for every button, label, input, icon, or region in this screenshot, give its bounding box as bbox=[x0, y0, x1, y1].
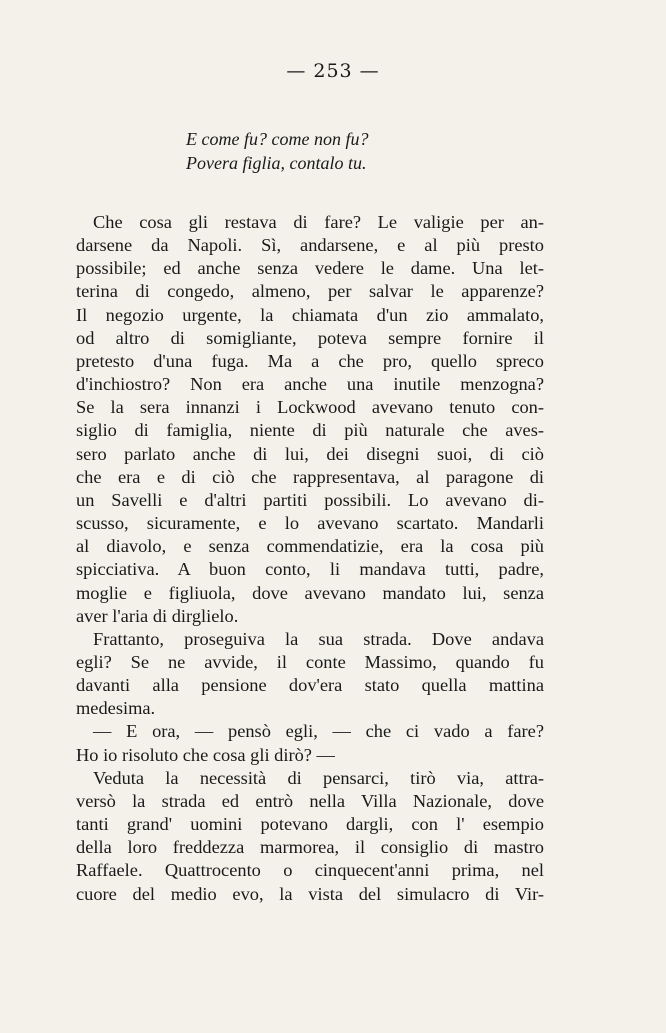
text-line: egli? Se ne avvide, il conte Massimo, quando fu bbox=[76, 651, 544, 672]
epigraph-line: E come fu? come non fu? bbox=[186, 129, 369, 149]
text-line: un Savelli e d'altri partiti possibili. Lo avevano di- bbox=[76, 489, 544, 510]
text-line: sero parlato anche di lui, dei disegni suoi, di ciò bbox=[76, 443, 544, 464]
body-text bbox=[76, 211, 544, 906]
text-line: versò la strada ed entrò nella Villa Nazionale, dove bbox=[76, 790, 544, 811]
text-line: Raffaele. Quattrocento o cinquecent'anni prima, nel bbox=[76, 860, 544, 881]
text-line: d'inchiostro? Non era anche una inutile menzogna? bbox=[76, 374, 544, 395]
text-line: od altro di somigliante, poteva sempre fornire il bbox=[76, 327, 544, 348]
text-line: che era e di ciò che rappresentava, al paragone di bbox=[76, 466, 544, 487]
text-line: siglio di famiglia, niente di più naturale che aves- bbox=[76, 420, 544, 441]
text-line: Se la sera innanzi i Lockwood avevano tenuto con- bbox=[76, 397, 544, 418]
text-line: Che cosa gli restava di fare? Le valigie per an- bbox=[93, 212, 544, 232]
text-line: Ho io risoluto che cosa gli dirò? — bbox=[76, 744, 335, 765]
text-line: Il negozio urgente, la chiamata d'un zio ammalato, bbox=[76, 304, 544, 325]
text-line: medesima. bbox=[76, 698, 156, 719]
page-number: — 253 — bbox=[286, 60, 380, 82]
text-line: scusso, sicuramente, e lo avevano scartato. Mandarli bbox=[76, 513, 544, 534]
text-line: al diavolo, e senza commendatizie, era la cosa più bbox=[76, 536, 544, 557]
text-line: — E ora, — pensò egli, — che ci vado a fare? bbox=[93, 721, 544, 742]
text-line: moglie e figliuola, dove avevano mandato lui, senza bbox=[76, 582, 544, 603]
text-line: davanti alla pensione dov'era stato quella mattina bbox=[76, 675, 544, 696]
text-line: spicciativa. A buon conto, li mandava tutti, padre, bbox=[76, 559, 544, 580]
text-line: tanti grand' uomini potevano dargli, con l' esempio bbox=[76, 814, 544, 835]
text-line: cuore del medio evo, la vista del simulacro di Vir- bbox=[76, 883, 544, 904]
text-line: Veduta la necessità di pensarci, tirò via, attra- bbox=[93, 767, 544, 788]
text-line: della loro freddezza marmorea, il consiglio di mastro bbox=[76, 837, 544, 858]
text-line: darsene da Napoli. Sì, andarsene, e al più presto bbox=[76, 235, 544, 256]
epigraph-line: Povera figlia, contalo tu. bbox=[186, 153, 367, 173]
text-line: possibile; ed anche senza vedere le dame. Una let- bbox=[76, 258, 544, 279]
text-line: aver l'aria di dirglielo. bbox=[76, 605, 239, 626]
text-line: terina di congedo, almeno, per salvar le apparenze? bbox=[76, 281, 544, 302]
epigraph bbox=[186, 127, 368, 175]
text-line: Frattanto, proseguiva la sua strada. Dove andava bbox=[93, 628, 544, 649]
text-line: pretesto d'una fuga. Ma a che pro, quello spreco bbox=[76, 350, 544, 371]
